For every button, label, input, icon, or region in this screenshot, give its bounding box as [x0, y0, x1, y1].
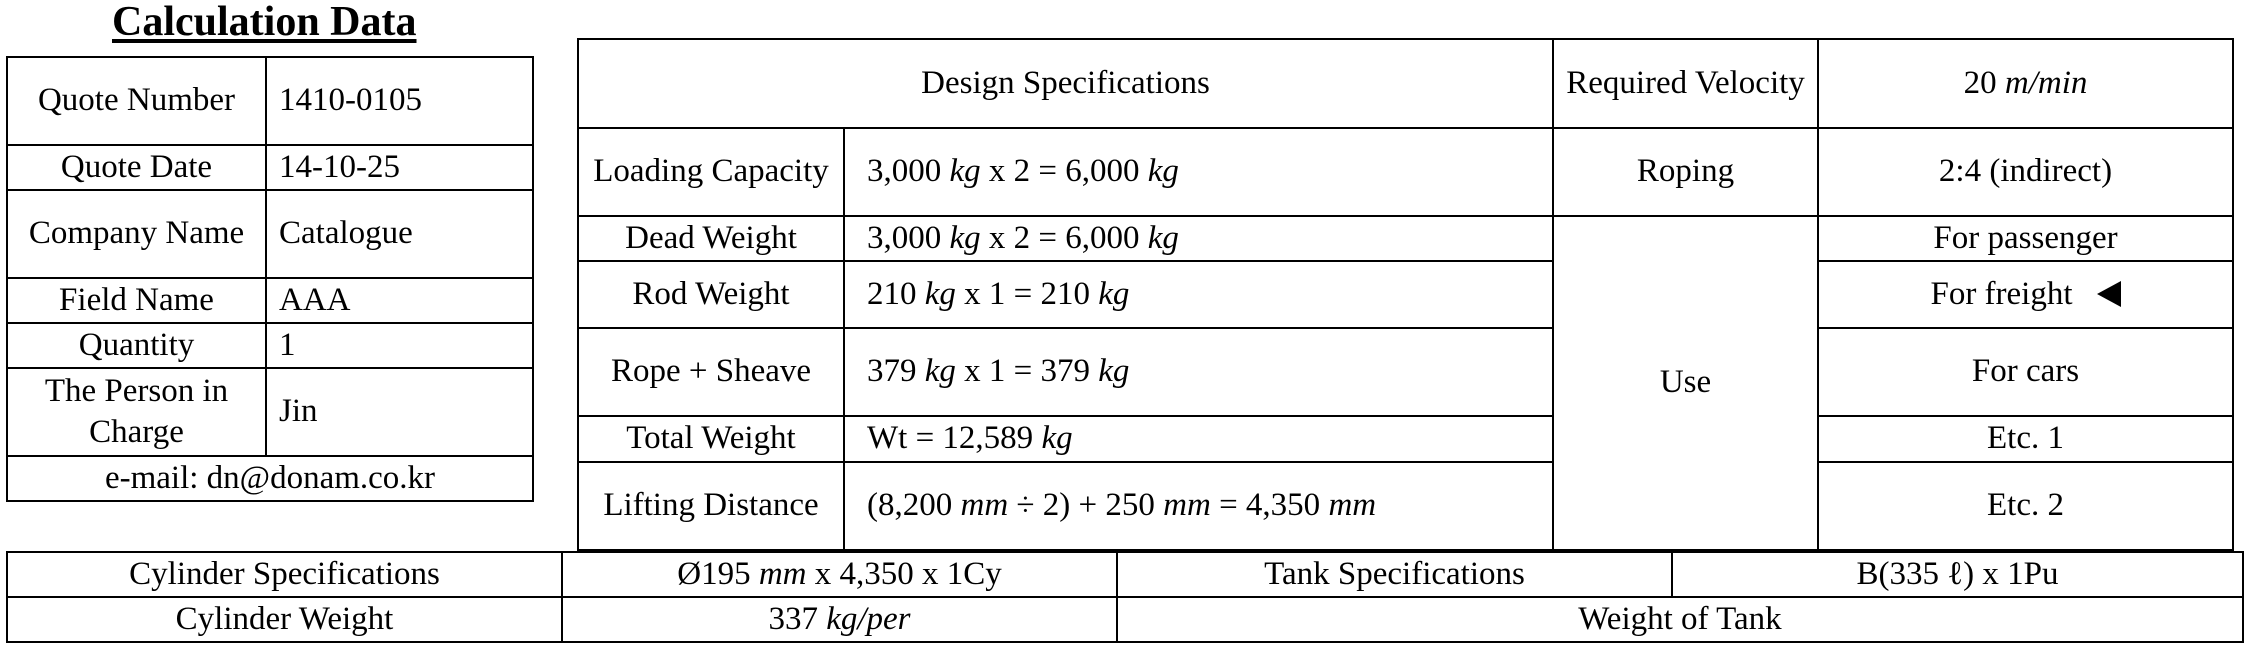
quote-number-label: Quote Number	[7, 57, 266, 145]
table-row	[578, 39, 2233, 128]
total-weight-value: Wt = 12,589 kg	[844, 416, 1553, 462]
email-cell: e-mail: dn@donam.co.kr	[7, 456, 533, 501]
rod-weight-label: Rod Weight	[578, 261, 844, 328]
dead-weight-value: 3,000 kg x 2 = 6,000 kg	[844, 216, 1553, 261]
use-option-passenger: For passenger	[1818, 216, 2233, 261]
required-velocity-label: Required Velocity	[1553, 39, 1818, 128]
person-in-charge-value: Jin	[266, 368, 533, 456]
roping-label: Roping	[1553, 128, 1818, 216]
use-option-etc-1: Etc. 1	[1818, 416, 2233, 462]
design-specifications-header: Design Specifications	[578, 39, 1553, 128]
left-pointing-triangle-icon	[2097, 281, 2121, 307]
loading-capacity-label: Loading Capacity	[578, 128, 844, 216]
table-row	[7, 57, 533, 145]
company-name-label: Company Name	[7, 190, 266, 278]
cylinder-tank-table	[6, 551, 2244, 643]
use-option-freight: For freight	[1818, 261, 2233, 328]
person-in-charge-label: The Person in Charge	[7, 368, 266, 456]
table-row	[7, 323, 533, 368]
use-label: Use	[1553, 216, 1818, 550]
table-row	[7, 552, 2243, 597]
table-row	[578, 261, 2233, 328]
table-row	[7, 368, 533, 456]
rope-sheave-value: 379 kg x 1 = 379 kg	[844, 328, 1553, 416]
table-row	[578, 128, 2233, 216]
use-option-cars: For cars	[1818, 328, 2233, 416]
company-name-value: Catalogue	[266, 190, 533, 278]
required-velocity-value: 20 m/min	[1818, 39, 2233, 128]
lifting-distance-value: (8,200 mm ÷ 2) + 250 mm = 4,350 mm	[844, 462, 1553, 550]
field-name-value: AAA	[266, 278, 533, 323]
table-row	[7, 190, 533, 278]
design-specifications-table	[577, 38, 2234, 551]
quote-date-label: Quote Date	[7, 145, 266, 190]
tank-specifications-value: B(335 ℓ) x 1Pu	[1672, 552, 2243, 597]
table-row	[7, 145, 533, 190]
quote-date-value: 14-10-25	[266, 145, 533, 190]
quantity-label: Quantity	[7, 323, 266, 368]
field-name-label: Field Name	[7, 278, 266, 323]
cylinder-specifications-label: Cylinder Specifications	[7, 552, 562, 597]
table-row	[578, 328, 2233, 416]
roping-value: 2:4 (indirect)	[1818, 128, 2233, 216]
loading-capacity-value: 3,000 kg x 2 = 6,000 kg	[844, 128, 1553, 216]
table-row	[578, 216, 2233, 261]
cylinder-specifications-value: Ø195 mm x 4,350 x 1Cy	[562, 552, 1117, 597]
table-row	[7, 597, 2243, 642]
lifting-distance-label: Lifting Distance	[578, 462, 844, 550]
use-option-etc-2: Etc. 2	[1818, 462, 2233, 550]
weight-of-tank-label: Weight of Tank	[1117, 597, 2243, 642]
table-row	[578, 416, 2233, 462]
quantity-value: 1	[266, 323, 533, 368]
tank-specifications-label: Tank Specifications	[1117, 552, 1672, 597]
total-weight-label: Total Weight	[578, 416, 844, 462]
quote-info-table	[6, 56, 534, 502]
table-row	[578, 462, 2233, 550]
rope-sheave-label: Rope + Sheave	[578, 328, 844, 416]
cylinder-weight-value: 337 kg/per	[562, 597, 1117, 642]
table-row	[7, 278, 533, 323]
dead-weight-label: Dead Weight	[578, 216, 844, 261]
table-row	[7, 456, 533, 501]
quote-number-value: 1410-0105	[266, 57, 533, 145]
page-title: Calculation Data	[112, 0, 417, 45]
rod-weight-value: 210 kg x 1 = 210 kg	[844, 261, 1553, 328]
cylinder-weight-label: Cylinder Weight	[7, 597, 562, 642]
